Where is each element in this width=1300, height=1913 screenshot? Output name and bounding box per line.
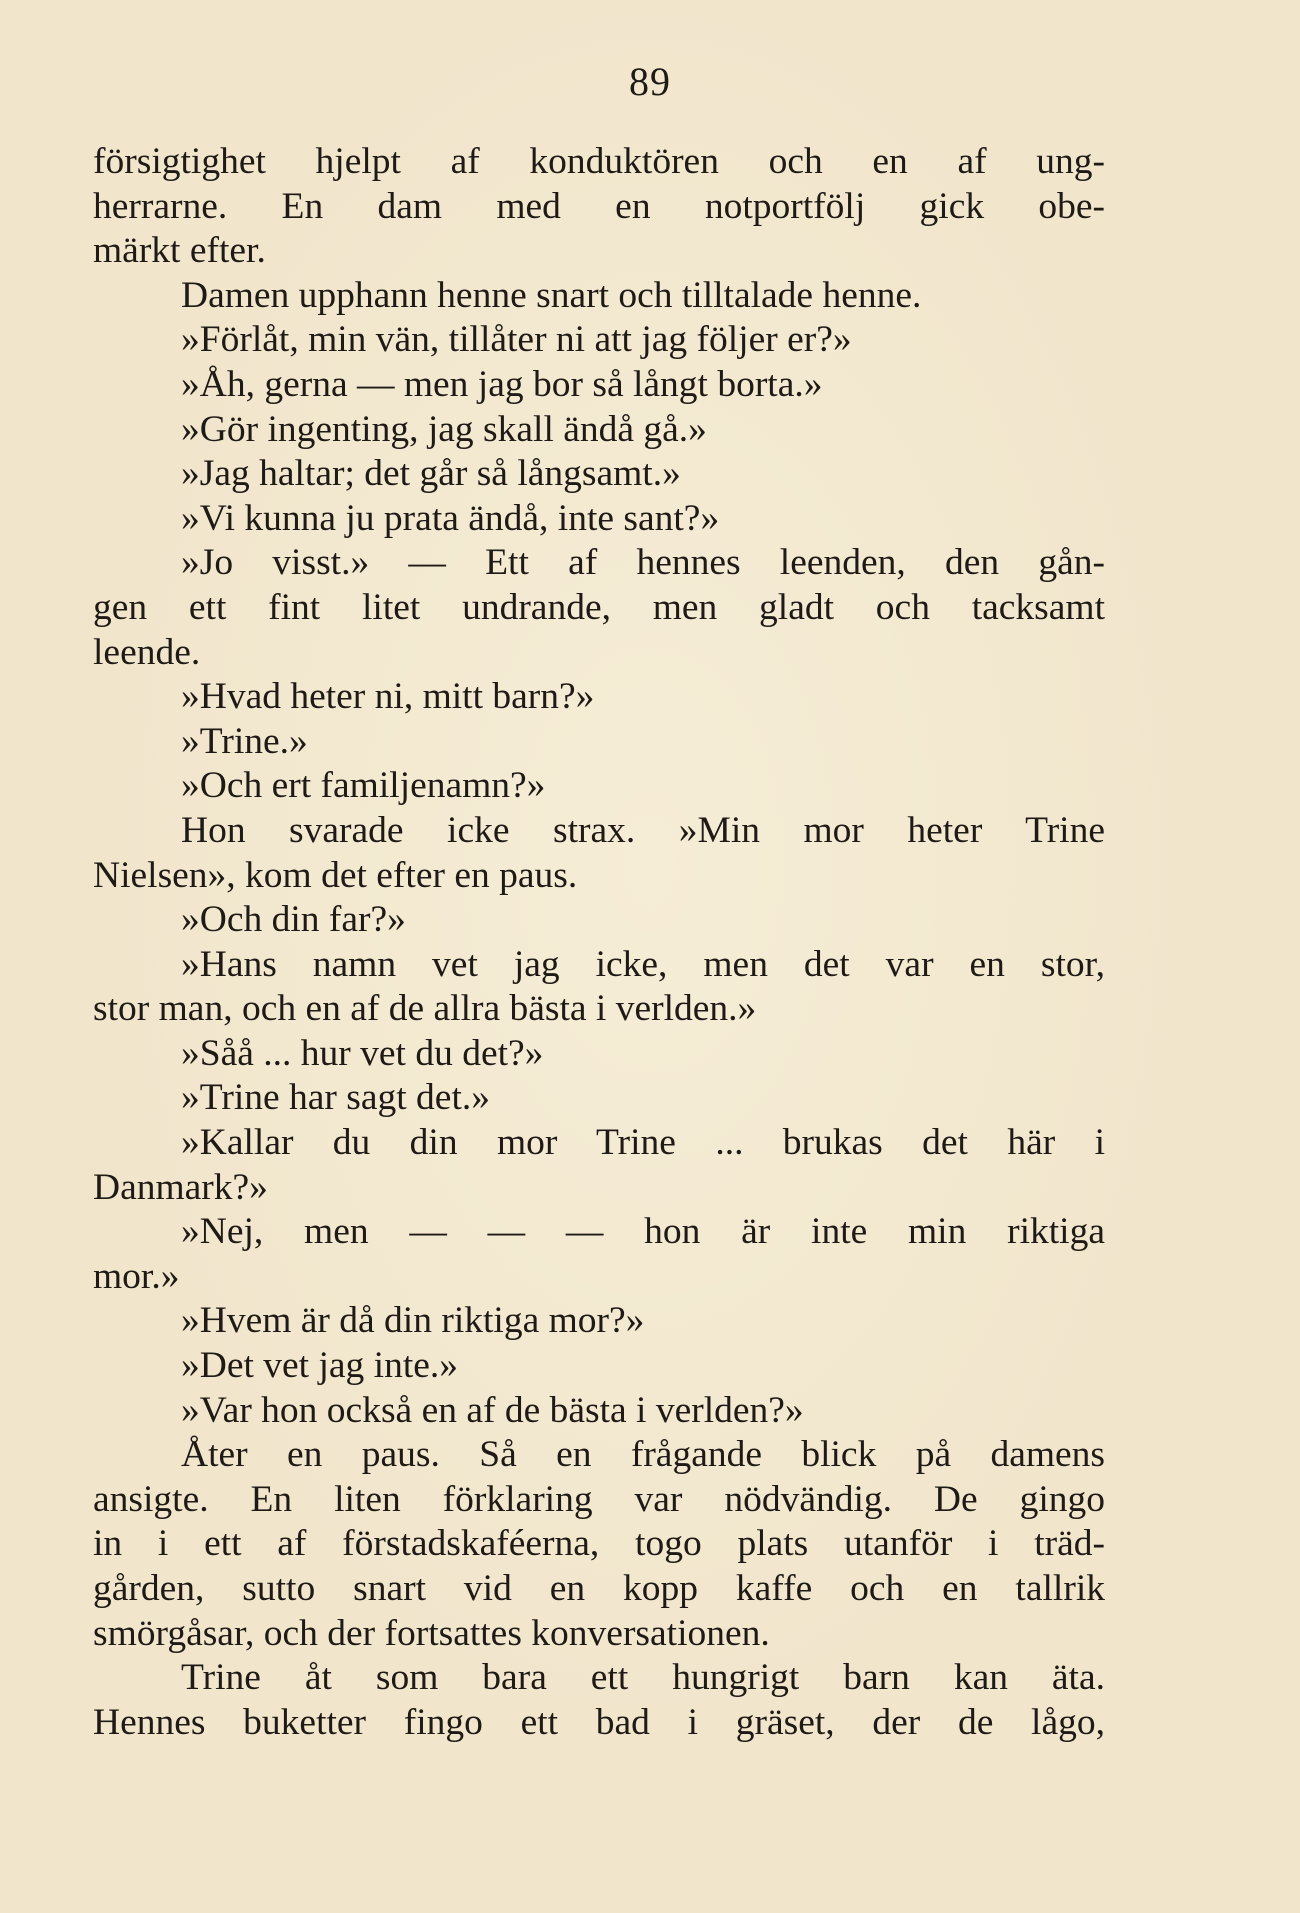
text-line: »Hans namn vet jag icke, men det var en stor, bbox=[181, 943, 1105, 985]
text-line: mor.» bbox=[93, 1255, 180, 1297]
text-line: »Hvad heter ni, mitt barn?» bbox=[181, 676, 595, 718]
text-line: »Det vet jag inte.» bbox=[181, 1345, 459, 1387]
text-line: försigtighet hjelpt af konduktören och en af ung- bbox=[93, 141, 1105, 182]
text-line: gen ett fint litet undrande, men gladt och tacksamt bbox=[93, 586, 1105, 628]
text-line: »Var hon också en af de bästa i verlden?» bbox=[181, 1389, 804, 1431]
text-line: leende. bbox=[93, 631, 201, 673]
text-line: »Vi kunna ju prata ändå, inte sant?» bbox=[181, 497, 720, 539]
text-line: »Gör ingenting, jag skall ändå gå.» bbox=[181, 408, 707, 450]
text-line: »Och ert familjenamn?» bbox=[181, 765, 546, 807]
text-line: »Kallar du din mor Trine ... brukas det här i bbox=[181, 1122, 1105, 1164]
text-line: Åter en paus. Så en frågande blick på damens bbox=[181, 1434, 1105, 1476]
text-line: gården, sutto snart vid en kopp kaffe och en tallrik bbox=[93, 1568, 1105, 1609]
page-number: 89 bbox=[629, 59, 671, 104]
text-line: »Jag haltar; det går så långsamt.» bbox=[181, 453, 681, 495]
text-line: Damen upphann henne snart och tilltalade henne. bbox=[181, 274, 922, 316]
text-line: Nielsen», kom det efter en paus. bbox=[93, 854, 578, 896]
text-line: smörgåsar, och der fortsattes konversationen. bbox=[93, 1612, 770, 1654]
body-text bbox=[93, 140, 1105, 1745]
text-line: »Trine.» bbox=[181, 720, 308, 762]
text-line: »Såå ... hur vet du det?» bbox=[181, 1032, 544, 1074]
text-line: »Och din far?» bbox=[181, 899, 406, 941]
text-line: »Åh, gerna — men jag bor så långt borta.» bbox=[181, 363, 823, 405]
text-line: Danmark?» bbox=[93, 1166, 268, 1208]
text-line: märkt efter. bbox=[93, 230, 266, 272]
text-line: »Förlåt, min vän, tillåter ni att jag följer er?» bbox=[181, 319, 852, 361]
text-line: Hon svarade icke strax. »Min mor heter Trine bbox=[181, 809, 1105, 851]
text-line: Trine åt som bara ett hungrigt barn kan äta. bbox=[181, 1657, 1105, 1699]
text-line: »Hvem är då din riktiga mor?» bbox=[181, 1300, 645, 1342]
text-line: stor man, och en af de allra bästa i verlden.» bbox=[93, 988, 757, 1030]
text-line: »Trine har sagt det.» bbox=[181, 1077, 490, 1119]
text-line: in i ett af förstadskaféerna, togo plats utanför i träd- bbox=[93, 1523, 1105, 1565]
text-line: ansigte. En liten förklaring var nödvändig. De gingo bbox=[93, 1478, 1105, 1520]
text-line: »Jo visst.» — Ett af hennes leenden, den gån- bbox=[181, 542, 1105, 584]
text-line: »Nej, men — — — hon är inte min riktiga bbox=[181, 1211, 1105, 1253]
text-line: herrarne. En dam med en notportfölj gick obe- bbox=[93, 185, 1105, 227]
text-line: Hennes buketter fingo ett bad i gräset, der de lågo, bbox=[93, 1701, 1105, 1743]
